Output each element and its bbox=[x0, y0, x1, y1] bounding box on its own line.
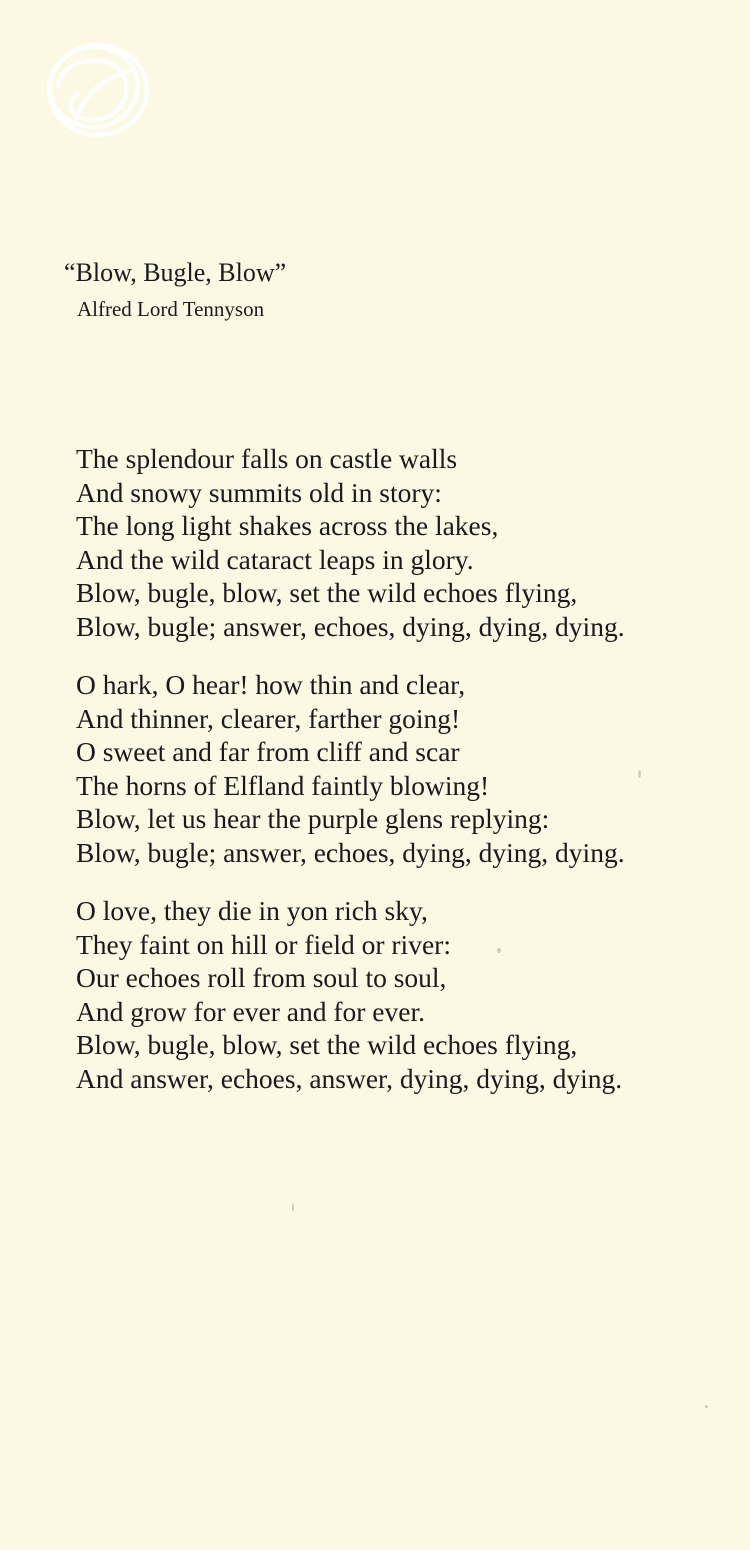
poem-line: And snowy summits old in story: bbox=[76, 476, 442, 508]
poem-line: Blow, bugle, blow, set the wild echoes flying, bbox=[76, 1029, 578, 1060]
poem-author: Alfred Lord Tennyson bbox=[77, 297, 265, 321]
poem-line: And answer, echoes, answer, dying, dying, dying. bbox=[76, 1062, 623, 1094]
poem-line: Blow, bugle; answer, echoes, dying, dying, dying. bbox=[76, 610, 625, 642]
poem-line: Our echoes roll from soul to soul, bbox=[76, 962, 447, 993]
stanza-2 bbox=[76, 668, 736, 869]
poem-line: Blow, bugle, blow, set the wild echoes flying, bbox=[76, 577, 578, 608]
stanza-3 bbox=[76, 894, 736, 1095]
circle-swirl-logo-icon bbox=[44, 40, 152, 140]
poem-line: The horns of Elfland faintly blowing! bbox=[76, 769, 490, 801]
poem-line: O hark, O hear! how thin and clear, bbox=[76, 669, 466, 700]
stanza-1 bbox=[76, 442, 736, 643]
poem-line: O sweet and far from cliff and scar bbox=[76, 736, 460, 767]
poem-line: And the wild cataract leaps in glory. bbox=[76, 543, 474, 575]
poem-line: The splendour falls on castle walls bbox=[76, 443, 458, 474]
poem-line: Blow, let us hear the purple glens replying: bbox=[76, 803, 550, 834]
poem-line: Blow, bugle; answer, echoes, dying, dying, dying. bbox=[76, 836, 625, 868]
poem-title: “Blow, Bugle, Blow” bbox=[64, 258, 287, 287]
poem-line: The long light shakes across the lakes, bbox=[76, 510, 499, 541]
poem-line: O love, they die in yon rich sky, bbox=[76, 895, 428, 926]
poem-line: And grow for ever and for ever. bbox=[76, 995, 425, 1027]
paper-speck bbox=[292, 1203, 294, 1212]
poem-line: And thinner, clearer, farther going! bbox=[76, 702, 461, 734]
paper-speck bbox=[705, 1405, 708, 1408]
poem-line: They faint on hill or field or river: bbox=[76, 928, 451, 960]
poem-body bbox=[76, 442, 736, 1120]
